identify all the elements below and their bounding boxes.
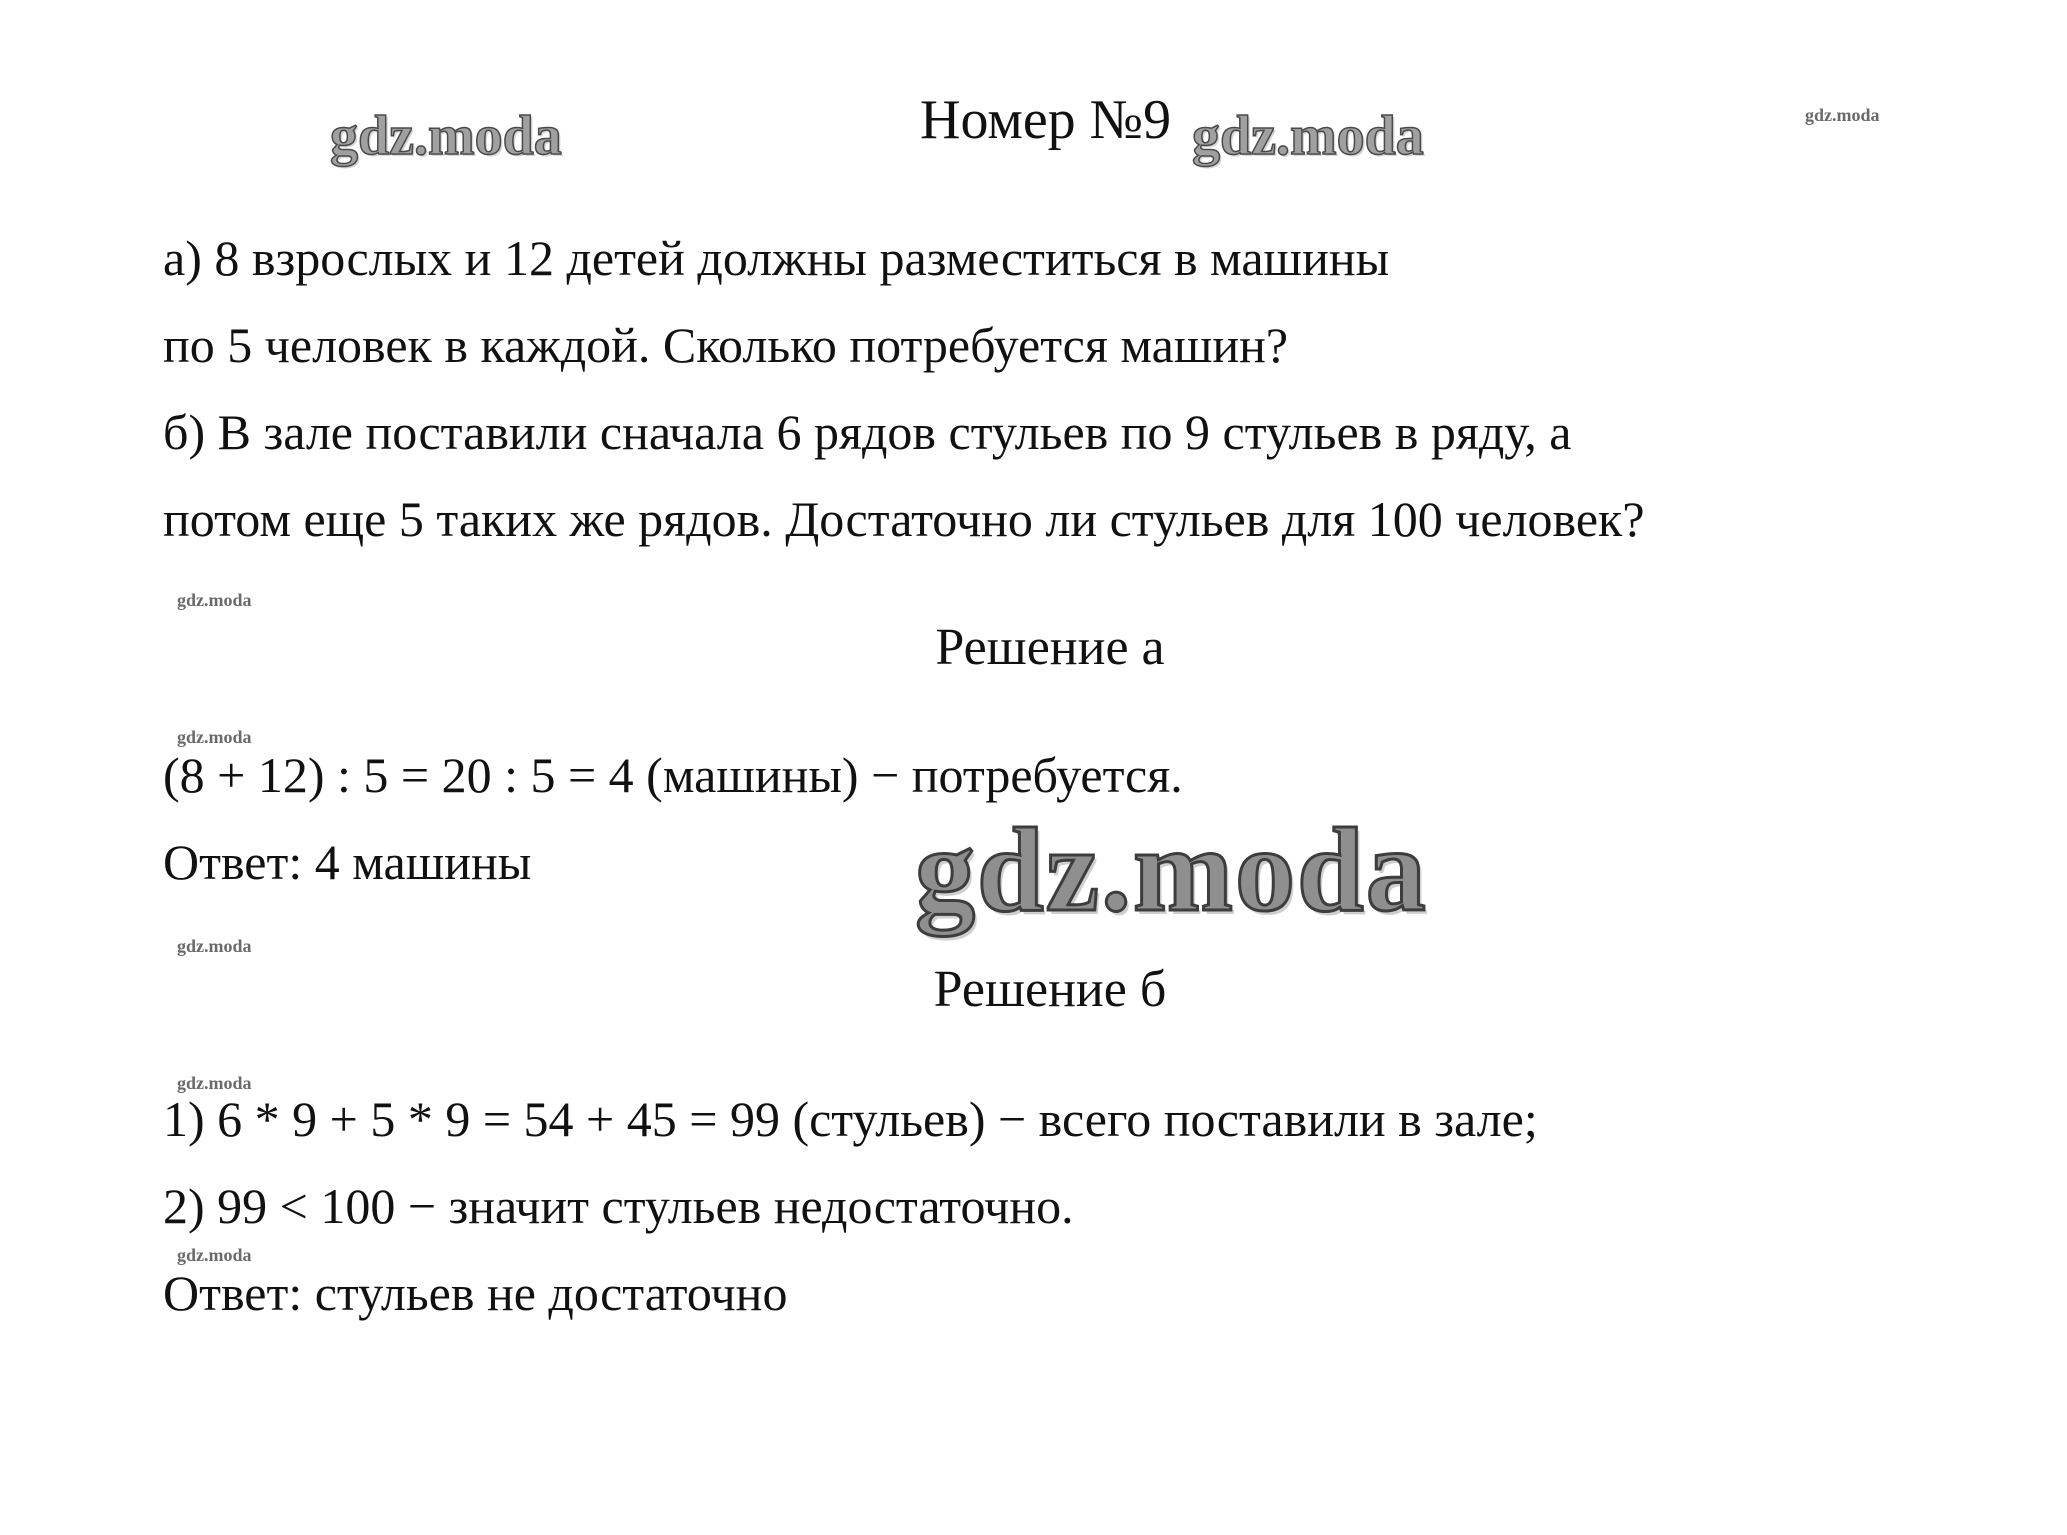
solution-a-answer: Ответ: 4 машины: [163, 834, 532, 890]
watermark-logo-top-right: gdz.moda: [1805, 105, 1880, 125]
page-title: Номер №9: [920, 89, 1172, 151]
solution-a-line-1: (8 + 12) : 5 = 20 : 5 = 4 (машины) − потребуется.: [163, 747, 1183, 803]
watermark-logo-large: gdz.moda: [915, 803, 1428, 936]
problem-b-line-1: б) В зале поставили сначала 6 рядов стульев по 9 стульев в ряду, а: [163, 404, 1572, 460]
problem-a-line-2: по 5 человек в каждой. Сколько потребуется машин?: [163, 317, 1289, 373]
watermark-logo-top-center: gdz.moda: [1192, 105, 1424, 167]
problem-b-line-2: потом еще 5 таких же рядов. Достаточно ли стульев для 100 человек?: [163, 491, 1645, 547]
problem-a-line-1: а) 8 взрослых и 12 детей должны разместиться в машины: [163, 230, 1390, 286]
watermark-logo-small-5: gdz.moda: [177, 1245, 252, 1265]
watermark-logo-top-left: gdz.moda: [330, 105, 562, 167]
watermark-logo-small-3: gdz.moda: [177, 936, 252, 956]
watermark-logo-small-4: gdz.moda: [177, 1073, 252, 1093]
solution-b-answer: Ответ: стульев не достаточно: [163, 1265, 788, 1321]
watermark-logo-small-2: gdz.moda: [177, 727, 252, 747]
watermark-logo-small-1: gdz.moda: [177, 590, 252, 610]
solution-a-heading: Решение а: [935, 619, 1165, 676]
solution-b-heading: Решение б: [933, 961, 1167, 1018]
solution-b-line-1: 1) 6 * 9 + 5 * 9 = 54 + 45 = 99 (стульев) − всего поставили в зале;: [163, 1091, 1538, 1147]
solution-b-line-2: 2) 99 < 100 − значит стульев недостаточно.: [163, 1178, 1074, 1234]
